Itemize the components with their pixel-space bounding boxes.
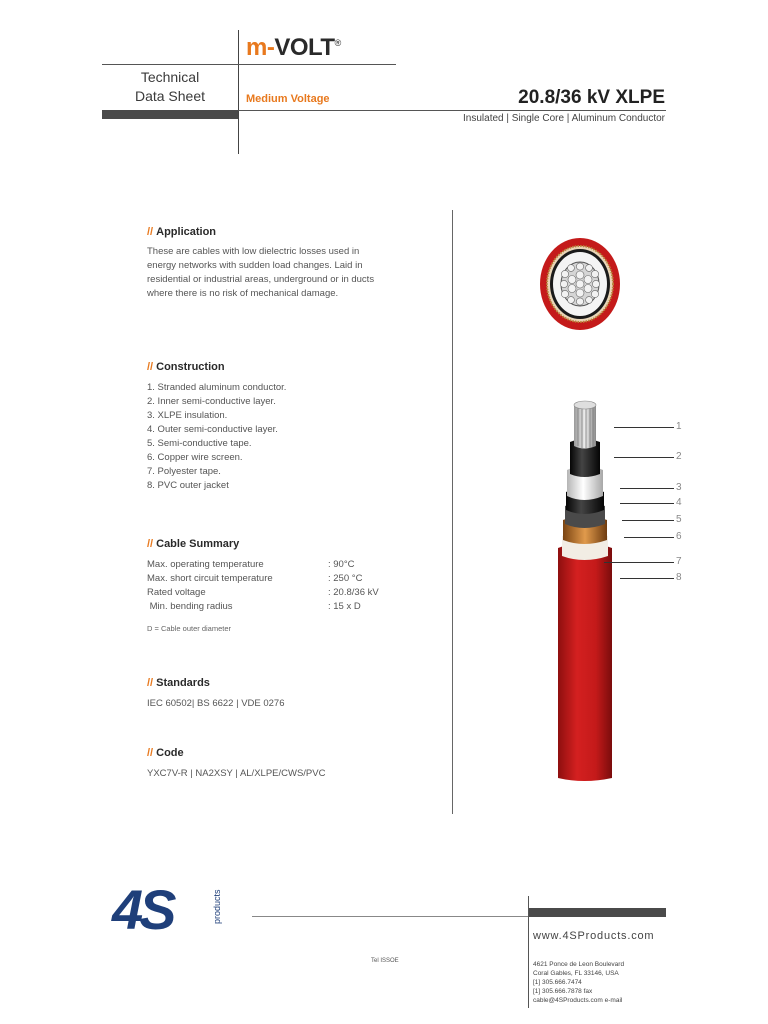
callout-line-8 [620,578,674,579]
footer-address-line: [1] 305.666.7474 [533,979,582,986]
construction-heading-prefix: // [147,361,154,373]
header-dark-bar [102,110,238,119]
summary-value: : 90°C [328,559,355,570]
application-section [147,226,447,301]
brand-logo [246,34,341,62]
construction-item: 3. XLPE insulation. [147,410,228,421]
footer-logo-sub: products [212,889,222,924]
summary-section [147,538,447,633]
header-title-rule [238,110,666,111]
code-heading [147,747,447,759]
summary-row [147,586,447,600]
summary-row [147,600,447,614]
application-heading-prefix: // [147,226,154,238]
footer-tel-iso: Tel ISSOE [371,958,399,964]
category-label: Medium Voltage [246,93,330,105]
cable-side-view [552,398,626,782]
callout-number-1: 1 [676,421,682,432]
application-line: These are cables with low dielectric losses used in [147,246,360,257]
summary-note: D = Cable outer diameter [147,624,232,633]
summary-label: Rated voltage [147,587,206,598]
footer-address [533,960,624,1005]
standards-heading [147,677,447,689]
brand-logo-m: m- [246,34,275,61]
standards-text: IEC 60502| BS 6622 | VDE 0276 [147,698,285,709]
doc-type-label [102,68,238,106]
construction-item: 8. PVC outer jacket [147,480,229,491]
callout-number-5: 5 [676,514,682,525]
cable-cross-section [538,236,622,332]
code-text: YXC7V-R | NA2XSY | AL/XLPE/CWS/PVC [147,768,326,779]
construction-item: 4. Outer semi-conductive layer. [147,424,278,435]
callout-number-6: 6 [676,531,682,542]
summary-row [147,572,447,586]
summary-heading-prefix: // [147,538,154,550]
summary-heading-text: Cable Summary [156,538,240,550]
footer-address-line: 4621 Ponce de Leon Boulevard [533,961,625,968]
construction-list [147,381,447,493]
application-line: where there is no risk of mechanical damage. [147,288,339,299]
callout-number-3: 3 [676,482,682,493]
application-line: energy networks with sudden load changes. Laid in [147,260,363,271]
callout-number-4: 4 [676,497,682,508]
construction-item: 7. Polyester tape. [147,466,221,477]
callout-number-7: 7 [676,556,682,567]
construction-item: 5. Semi-conductive tape. [147,438,252,449]
side-conductor-tip [574,401,596,409]
standards-heading-text: Standards [156,677,210,689]
callout-number-8: 8 [676,572,682,583]
footer-address-line: [1] 305.666.7878 fax [533,988,593,995]
summary-label: Max. short circuit temperature [147,573,273,584]
application-line: residential or industrial areas, underground or in ducts [147,274,375,285]
callout-number-2: 2 [676,451,682,462]
brand-logo-volt: VOLT [274,34,335,61]
standards-section [147,677,447,711]
code-heading-prefix: // [147,747,154,759]
content-divider [452,210,453,814]
application-text [147,245,447,301]
application-heading [147,226,447,238]
doc-type-line1: Technical [140,69,200,85]
footer-logo-mark: 4S [112,878,173,941]
product-title: 20.8/36 kV XLPE [518,87,665,108]
footer-email[interactable]: cable@4SProducts.com e-mail [533,997,623,1004]
summary-label: Min. bending radius [147,601,233,612]
construction-item: 1. Stranded aluminum conductor. [147,382,287,393]
summary-label: Max. operating temperature [147,559,264,570]
footer-address-line: Coral Gables, FL 33146, USA [533,970,619,977]
header-vertical-rule [238,30,239,154]
footer-logo [112,878,230,942]
code-heading-text: Code [156,747,184,759]
callout-line-1 [614,427,674,428]
summary-table [147,558,447,614]
construction-section [147,361,447,493]
summary-value: : 250 °C [328,573,363,584]
summary-row [147,558,447,572]
summary-heading [147,538,447,550]
construction-item: 2. Inner semi-conductive layer. [147,396,276,407]
registered-mark: ® [334,38,341,48]
header-top-rule [102,64,396,65]
summary-value: : 15 x D [328,601,361,612]
summary-value: : 20.8/36 kV [328,587,379,598]
application-heading-text: Application [156,226,217,238]
construction-heading [147,361,447,373]
callout-line-3 [620,488,674,489]
doc-type-line2: Data Sheet [134,88,206,104]
callout-line-2 [614,457,674,458]
construction-item: 6. Copper wire screen. [147,452,243,463]
callout-line-5 [622,520,674,521]
product-subtitle: Insulated | Single Core | Aluminum Conductor [463,113,665,124]
standards-heading-prefix: // [147,677,154,689]
side-jacket [558,543,612,781]
footer-website-link[interactable]: www.4SProducts.com [533,930,655,942]
footer-dark-bar [529,908,666,917]
code-section [147,747,447,781]
callout-line-6 [624,537,674,538]
callout-line-4 [620,503,674,504]
callout-line-7 [604,562,674,563]
construction-heading-text: Construction [156,361,225,373]
